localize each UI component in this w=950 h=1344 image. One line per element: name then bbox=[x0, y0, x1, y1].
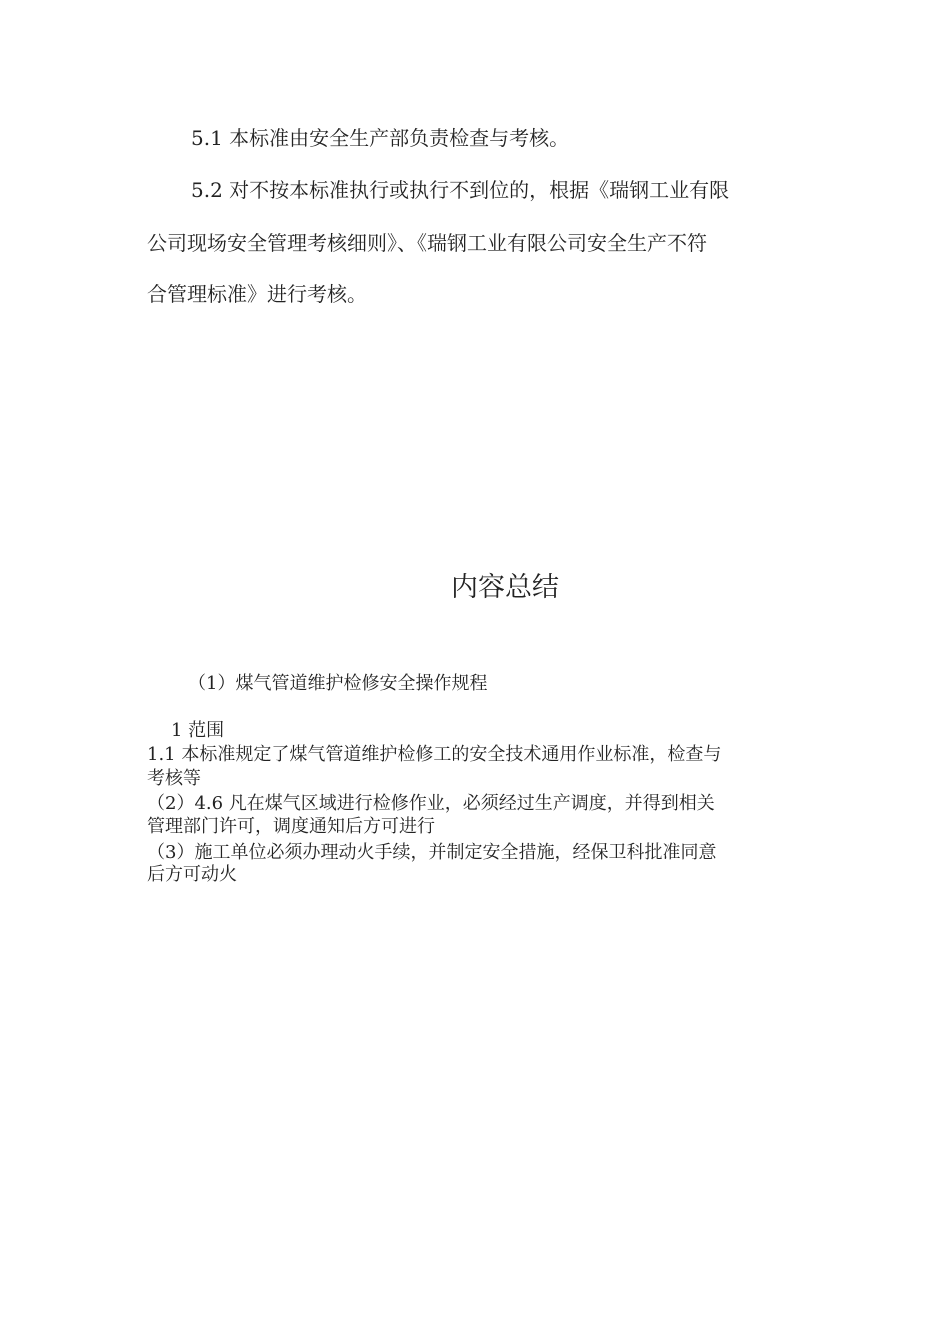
summary-line: 管理部门许可，调度通知后方可进行 bbox=[147, 816, 435, 837]
summary-title: 内容总结 bbox=[451, 572, 559, 603]
summary-line: 后方可动火 bbox=[147, 864, 237, 885]
summary-line: 1.1 本标准规定了煤气管道维护检修工的安全技术通用作业标准，检查与 bbox=[147, 744, 722, 765]
paragraph-5-2-line-3: 合管理标准》进行考核。 bbox=[147, 282, 367, 306]
summary-line: 考核等 bbox=[147, 768, 201, 789]
paragraph-5-2-line-1: 5.2 对不按本标准执行或执行不到位的，根据《瑞钢工业有限 bbox=[191, 178, 730, 202]
paragraph-5-1: 5.1 本标准由安全生产部负责检查与考核。 bbox=[191, 126, 570, 150]
paragraph-5-2-line-2: 公司现场安全管理考核细则》、《瑞钢工业有限公司安全生产不符 bbox=[147, 231, 707, 255]
summary-line: （1）煤气管道维护检修安全操作规程 bbox=[188, 673, 488, 694]
summary-line: （2）4.6 凡在煤气区域进行检修作业，必须经过生产调度，并得到相关 bbox=[147, 793, 715, 814]
summary-line: 1 范围 bbox=[171, 720, 225, 741]
summary-line: （3）施工单位必须办理动火手续，并制定安全措施，经保卫科批准同意 bbox=[147, 842, 717, 863]
